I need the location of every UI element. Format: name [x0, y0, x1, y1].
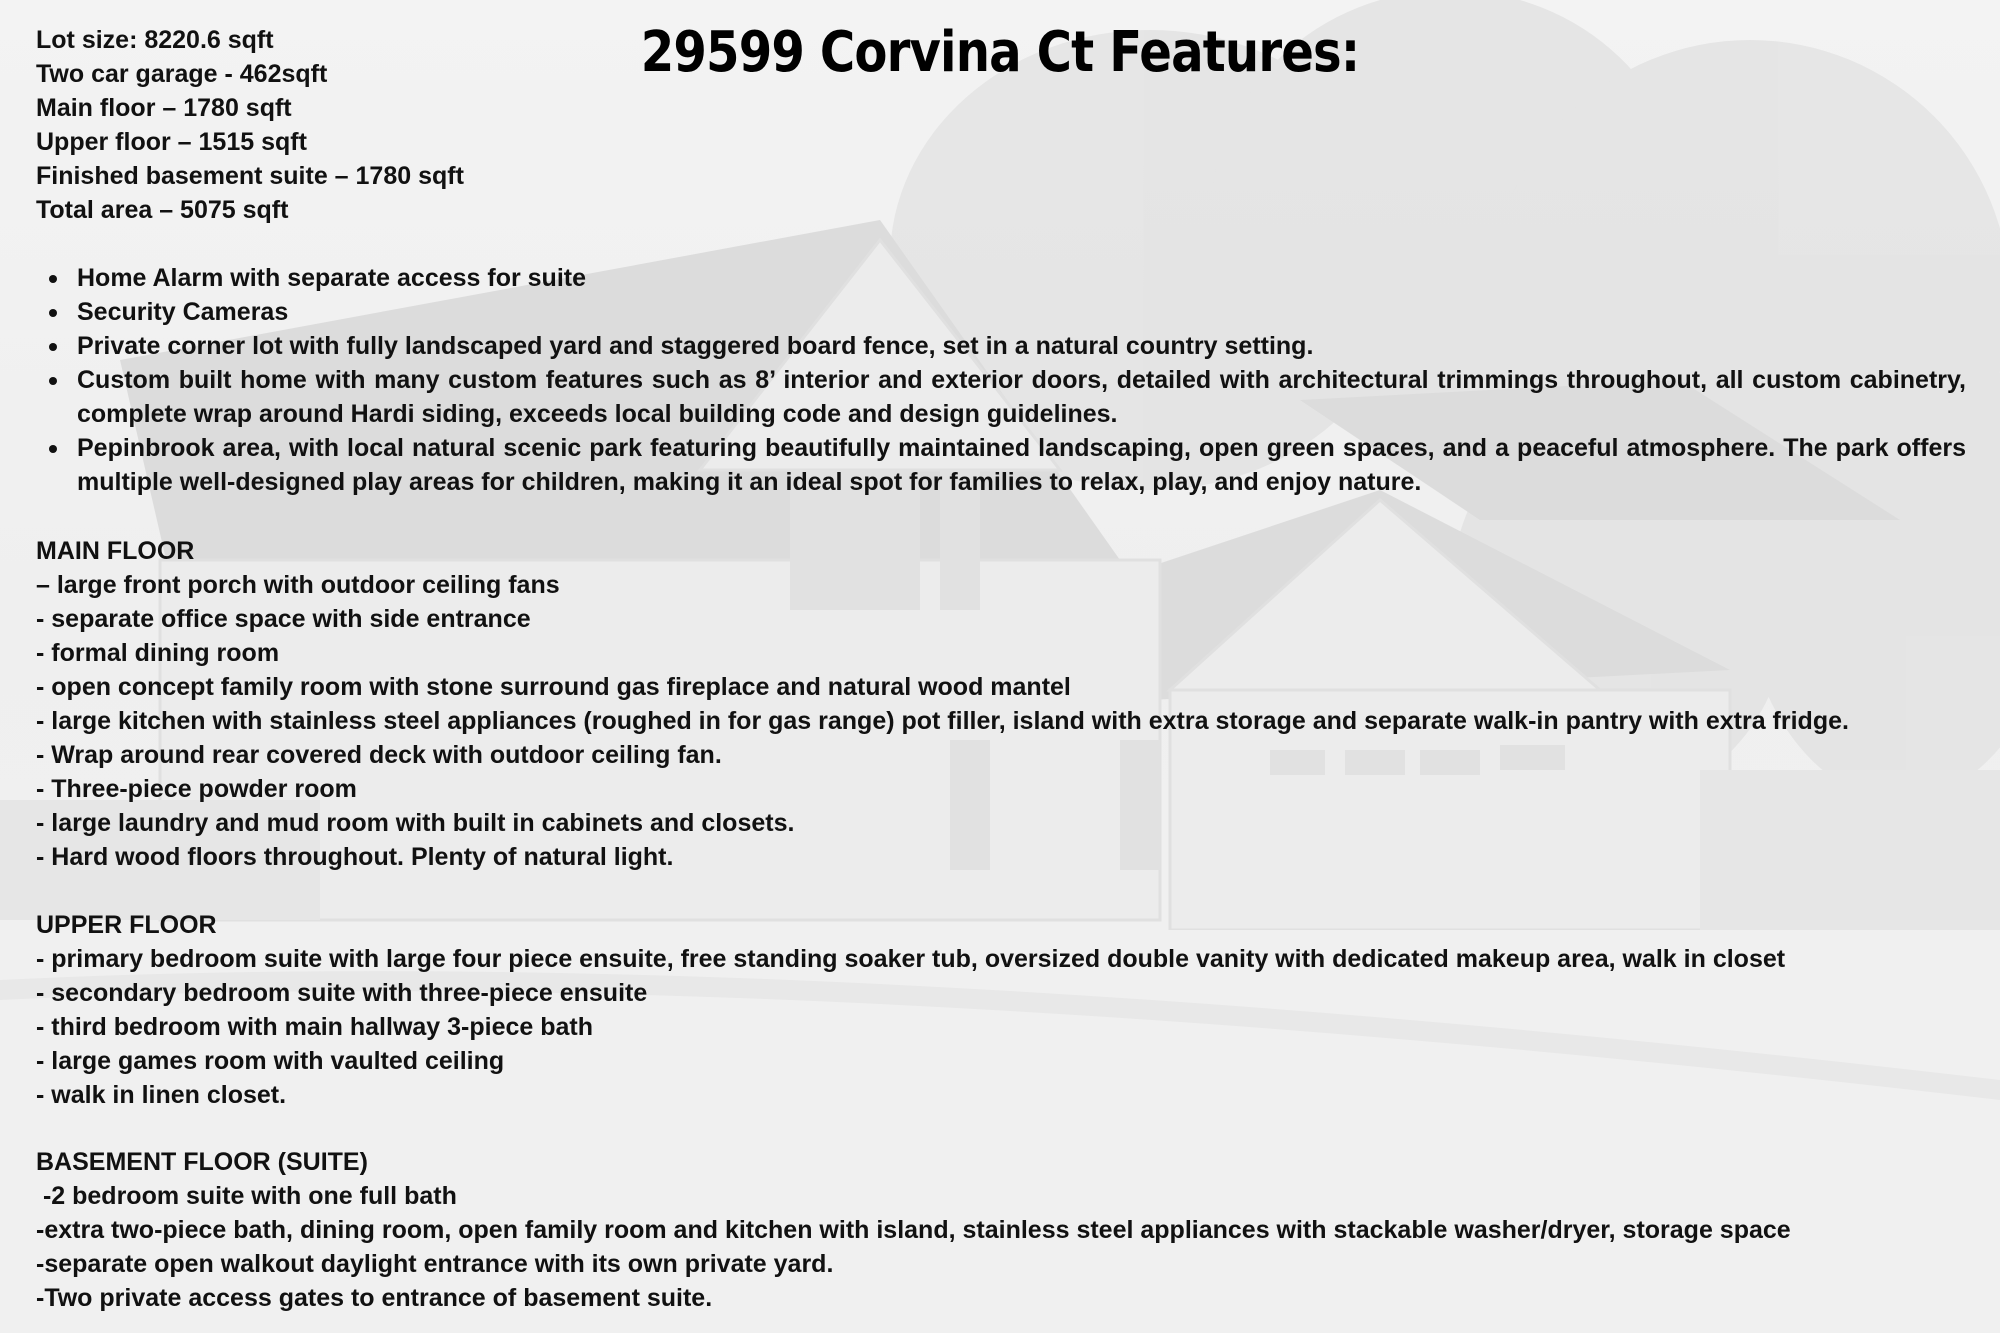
list-item: - walk in linen closet. [36, 1081, 287, 1109]
list-item [36, 329, 1966, 363]
bullet-text: Private corner lot with fully landscaped yard and staggered board fence, set in a natural country setting. [77, 332, 1314, 360]
bullet-text: Security Cameras [77, 298, 289, 326]
main-floor-section [36, 534, 1966, 874]
list-item [36, 261, 1966, 295]
fact-total-area: Total area – 5075 sqft [36, 196, 289, 224]
feature-bullet-list [36, 261, 1966, 499]
upper-floor-section [36, 908, 1966, 1112]
property-facts [36, 23, 1966, 227]
list-item: - open concept family room with stone surround gas fireplace and natural wood mantel [36, 673, 1071, 701]
bullet-icon [49, 445, 57, 453]
fact-garage: Two car garage - 462sqft [36, 60, 328, 88]
fact-basement: Finished basement suite – 1780 sqft [36, 162, 464, 190]
bullet-icon [49, 309, 57, 317]
list-item: - separate office space with side entrance [36, 605, 531, 633]
fact-main-floor: Main floor – 1780 sqft [36, 94, 292, 122]
bullet-icon [49, 343, 57, 351]
list-item: -Two private access gates to entrance of basement suite. [36, 1284, 713, 1312]
bullet-text: Pepinbrook area, with local natural scenic park featuring beautifully maintained landscaping, open green spaces, and a peaceful atmosphere. The park offers multiple well-designed play areas for children, making it an ideal spot for families to relax, play, and enjoy nature. [77, 434, 1966, 496]
list-item [36, 431, 1966, 499]
list-item [36, 295, 1966, 329]
list-item: - Three-piece powder room [36, 775, 357, 803]
list-item: - large laundry and mud room with built in cabinets and closets. [36, 809, 795, 837]
fact-upper-floor: Upper floor – 1515 sqft [36, 128, 307, 156]
list-item: - primary bedroom suite with large four piece ensuite, free standing soaker tub, oversized double vanity with dedicated makeup area, walk in closet [36, 945, 1786, 973]
section-heading: MAIN FLOOR [36, 537, 195, 565]
list-item: -extra two-piece bath, dining room, open family room and kitchen with island, stainless steel appliances with stackable washer/dryer, storage space [36, 1216, 1791, 1244]
bullet-icon [49, 377, 57, 385]
list-item: - Wrap around rear covered deck with outdoor ceiling fan. [36, 741, 722, 769]
list-item [36, 363, 1966, 431]
bullet-text: Home Alarm with separate access for suite [77, 264, 586, 292]
bullet-icon [49, 275, 57, 283]
list-item: - formal dining room [36, 639, 280, 667]
list-item: -2 bedroom suite with one full bath [36, 1182, 457, 1210]
bullet-text: Custom built home with many custom features such as 8’ interior and exterior doors, detailed with architectural trimmings throughout, all custom cabinetry, complete wrap around Hardi siding, exceeds local building code and design guidelines. [77, 366, 1966, 428]
basement-section [36, 1145, 1966, 1315]
section-heading: BASEMENT FLOOR (SUITE) [36, 1148, 368, 1176]
list-item: - large games room with vaulted ceiling [36, 1047, 505, 1075]
list-item: - secondary bedroom suite with three-piece ensuite [36, 979, 648, 1007]
list-item: -separate open walkout daylight entrance with its own private yard. [36, 1250, 834, 1278]
section-heading: UPPER FLOOR [36, 911, 217, 939]
list-item: - large kitchen with stainless steel appliances (roughed in for gas range) pot filler, island with extra storage and separate walk-in pantry with extra fridge. [36, 707, 1849, 735]
list-item: - third bedroom with main hallway 3-piece bath [36, 1013, 594, 1041]
page-title: 29599 Corvina Ct Features: [640, 20, 1360, 85]
list-item: - Hard wood floors throughout. Plenty of natural light. [36, 843, 674, 871]
list-item: – large front porch with outdoor ceiling fans [36, 571, 560, 599]
fact-lot-size: Lot size: 8220.6 sqft [36, 26, 274, 54]
